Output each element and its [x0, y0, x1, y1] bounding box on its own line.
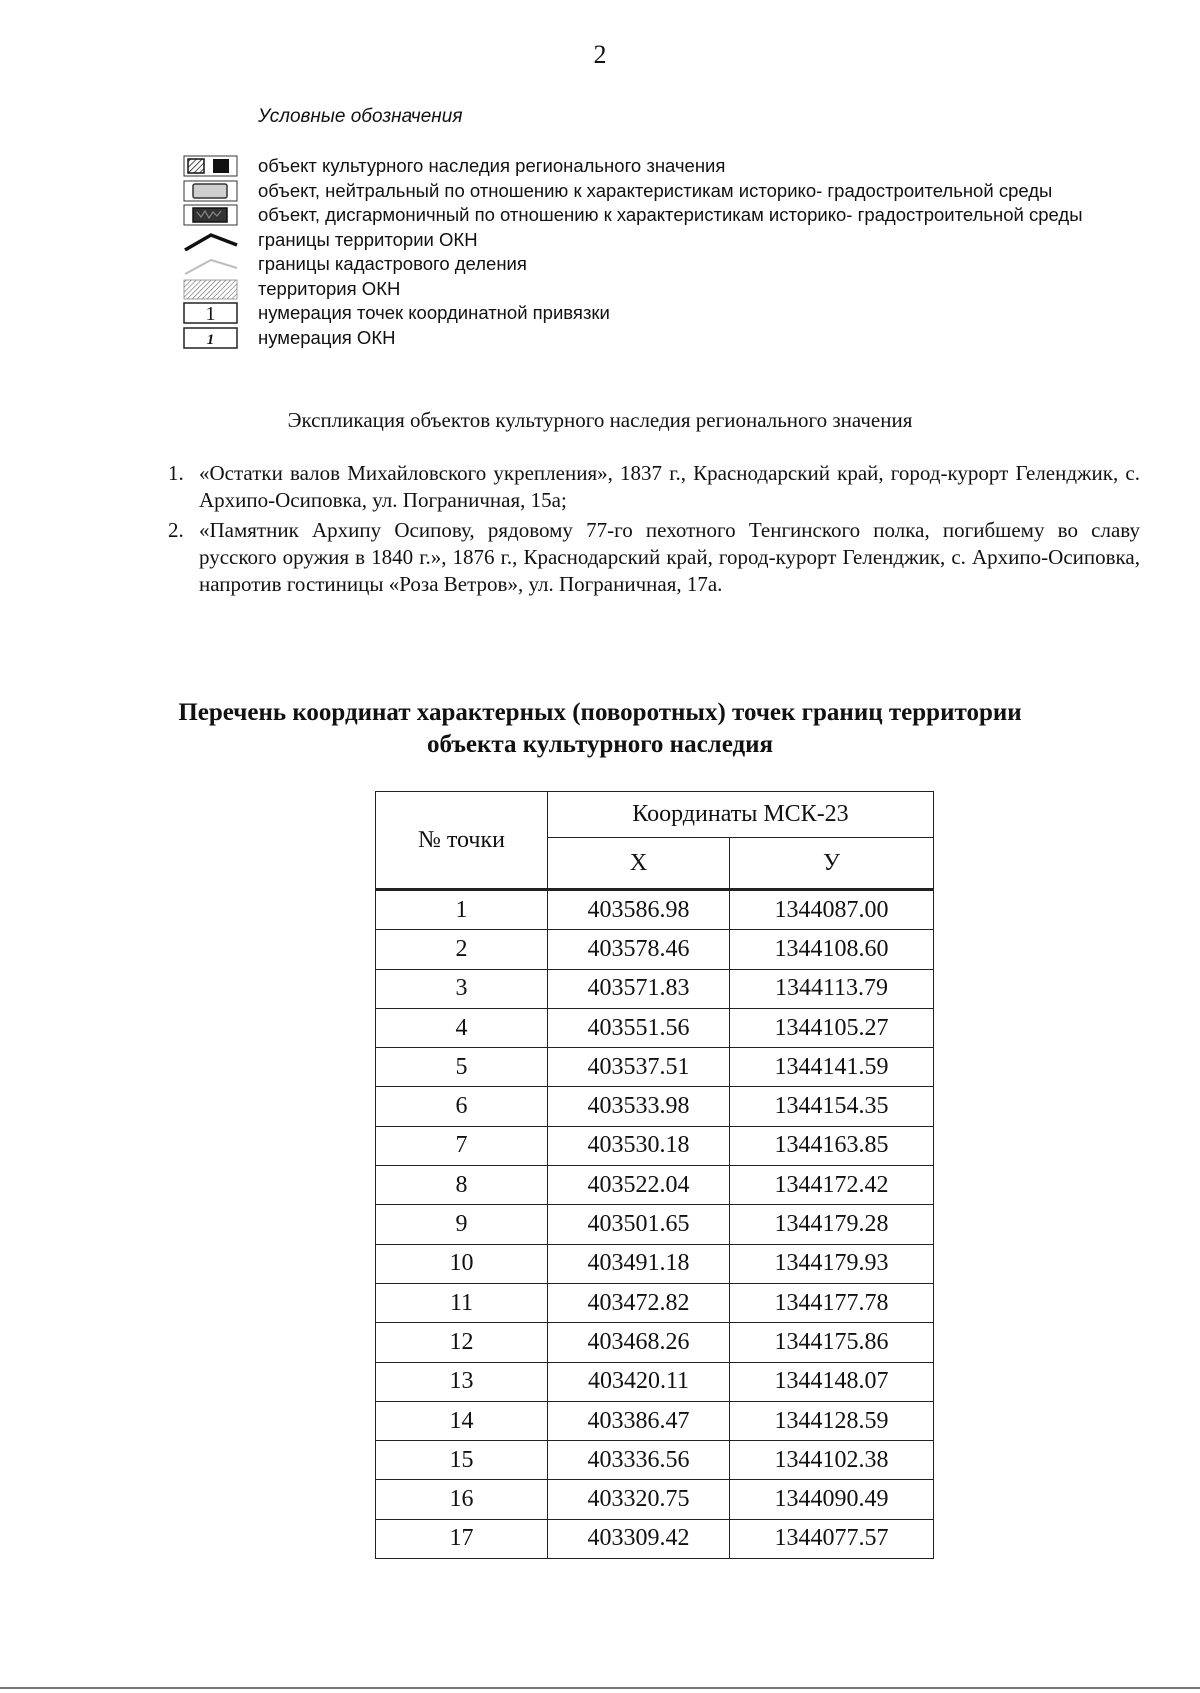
x-coordinate-cell: 403309.42 — [548, 1519, 730, 1558]
y-coordinate-cell: 1344179.28 — [730, 1205, 934, 1244]
x-coordinate-cell: 403386.47 — [548, 1401, 730, 1440]
table-row — [376, 1441, 934, 1480]
x-coordinate-cell: 403501.65 — [548, 1205, 730, 1244]
y-coordinate-cell: 1344113.79 — [730, 969, 934, 1008]
okn-territory-hatch-icon — [183, 278, 238, 300]
table-row — [376, 890, 934, 930]
x-coordinate-cell: 403522.04 — [548, 1166, 730, 1205]
cadastral-boundary-icon — [183, 253, 238, 275]
okn-number-icon — [183, 327, 238, 349]
y-coordinate-cell: 1344090.49 — [730, 1480, 934, 1519]
point-number-cell: 6 — [376, 1087, 548, 1126]
legend-text: нумерация точек координатной привязки — [258, 302, 610, 323]
page-number: 2 — [593, 40, 607, 69]
legend-text: объект, нейтральный по отношению к характеристикам историко- градостроительной среды — [258, 179, 1053, 201]
y-coordinate-cell: 1344105.27 — [730, 1008, 934, 1047]
legend-title: Условные обозначения — [258, 106, 463, 127]
point-number-cell: 9 — [376, 1205, 548, 1244]
y-coordinate-cell: 1344163.85 — [730, 1126, 934, 1165]
legend-text: территория ОКН — [258, 277, 401, 299]
table-row — [376, 930, 934, 969]
point-number-cell: 11 — [376, 1283, 548, 1322]
column-header-y: У — [730, 838, 934, 890]
okn-boundary-icon — [183, 229, 238, 251]
point-number-cell: 8 — [376, 1166, 548, 1205]
y-coordinate-cell: 1344148.07 — [730, 1362, 934, 1401]
table-row — [376, 1323, 934, 1362]
point-number-cell: 3 — [376, 969, 548, 1008]
x-coordinate-cell: 403320.75 — [548, 1480, 730, 1519]
table-row — [376, 1519, 934, 1558]
table-row — [376, 1008, 934, 1047]
explication-item-number: 2. — [168, 518, 184, 542]
table-row — [376, 1480, 934, 1519]
column-header-x: Х — [548, 838, 730, 890]
explication-item-text: «Остатки валов Михайловского укрепления», 1837 г., Краснодарский край, город-курорт Геленджик, с. Архипо-Осиповка, ул. Пограничная, 15а; — [199, 461, 1140, 512]
point-number-cell: 1 — [376, 890, 548, 930]
table-row — [376, 1283, 934, 1322]
point-number-cell: 17 — [376, 1519, 548, 1558]
point-number-cell: 14 — [376, 1401, 548, 1440]
okn-regional-icon — [183, 155, 238, 177]
y-coordinate-cell: 1344177.78 — [730, 1283, 934, 1322]
legend-text: объект, дисгармоничный по отношению к характеристикам историко- градостроительной среды — [258, 204, 1083, 225]
y-coordinate-cell: 1344108.60 — [730, 930, 934, 969]
page-bottom-line — [0, 1687, 1200, 1689]
x-coordinate-cell: 403336.56 — [548, 1441, 730, 1480]
point-number-cell: 4 — [376, 1008, 548, 1047]
x-coordinate-cell: 403537.51 — [548, 1048, 730, 1087]
table-row — [376, 1401, 934, 1440]
point-number-cell: 12 — [376, 1323, 548, 1362]
x-coordinate-cell: 403491.18 — [548, 1244, 730, 1283]
y-coordinate-cell: 1344172.42 — [730, 1166, 934, 1205]
explication-title: Экспликация объектов культурного наследия регионального значения — [287, 408, 913, 432]
point-number-cell: 7 — [376, 1126, 548, 1165]
coordinates-table — [375, 791, 934, 1559]
coordinates-title-line: Перечень координат характерных (поворотных) точек границ территории — [178, 699, 1022, 726]
x-coordinate-cell: 403578.46 — [548, 930, 730, 969]
point-number-cell: 2 — [376, 930, 548, 969]
y-coordinate-cell: 1344128.59 — [730, 1401, 934, 1440]
x-coordinate-cell: 403551.56 — [548, 1008, 730, 1047]
x-coordinate-cell: 403468.26 — [548, 1323, 730, 1362]
y-coordinate-cell: 1344102.38 — [730, 1441, 934, 1480]
explication-item — [168, 517, 1140, 598]
table-row — [376, 1166, 934, 1205]
explication-list — [168, 460, 1140, 601]
y-coordinate-cell: 1344179.93 — [730, 1244, 934, 1283]
x-coordinate-cell: 403571.83 — [548, 969, 730, 1008]
okn-number-label: 1 — [206, 331, 215, 348]
y-coordinate-cell: 1344077.57 — [730, 1519, 934, 1558]
point-number-label: 1 — [205, 303, 216, 324]
x-coordinate-cell: 403530.18 — [548, 1126, 730, 1165]
y-coordinate-cell: 1344087.00 — [730, 890, 934, 930]
explication-item-number: 1. — [168, 461, 184, 485]
y-coordinate-cell: 1344175.86 — [730, 1323, 934, 1362]
legend-text: объект культурного наследия регионального значения — [258, 155, 726, 176]
table-row — [376, 1362, 934, 1401]
y-coordinate-cell: 1344141.59 — [730, 1048, 934, 1087]
table-row — [376, 1126, 934, 1165]
point-number-cell: 15 — [376, 1441, 548, 1480]
point-number-cell: 10 — [376, 1244, 548, 1283]
coordinates-title-line: объекта культурного наследия — [426, 731, 774, 758]
table-row — [376, 969, 934, 1008]
y-coordinate-cell: 1344154.35 — [730, 1087, 934, 1126]
x-coordinate-cell: 403472.82 — [548, 1283, 730, 1322]
column-header-coordinates: Координаты МСК-23 — [548, 792, 934, 838]
coordinates-table-body — [376, 890, 934, 1559]
explication-item — [168, 460, 1140, 514]
point-number-cell: 16 — [376, 1480, 548, 1519]
disharmonious-object-icon — [183, 204, 238, 226]
column-header-point: № точки — [376, 792, 548, 890]
x-coordinate-cell: 403420.11 — [548, 1362, 730, 1401]
explication-item-text: «Памятник Архипу Осипову, рядовому 77-го пехотного Тенгинского полка, погибшему во славу русского оружия в 1840 г.», 1876 г., Краснодарский край, город-курорт Геленджик, с. Архипо-Осиповка, напротив гостиницы «Роза Ветров», ул. Пограничная, 17а. — [199, 518, 1140, 596]
coordinates-title — [0, 697, 1200, 761]
x-coordinate-cell: 403533.98 — [548, 1087, 730, 1126]
legend-text: нумерация ОКН — [258, 326, 396, 348]
point-number-cell: 5 — [376, 1048, 548, 1087]
point-number-cell: 13 — [376, 1362, 548, 1401]
legend-text: границы территории ОКН — [258, 228, 478, 250]
table-row — [376, 1087, 934, 1126]
legend-text: границы кадастрового деления — [258, 253, 527, 274]
table-row — [376, 1244, 934, 1283]
neutral-object-icon — [183, 180, 238, 202]
table-row — [376, 1205, 934, 1244]
table-row — [376, 1048, 934, 1087]
point-number-icon — [183, 302, 238, 324]
x-coordinate-cell: 403586.98 — [548, 890, 730, 930]
